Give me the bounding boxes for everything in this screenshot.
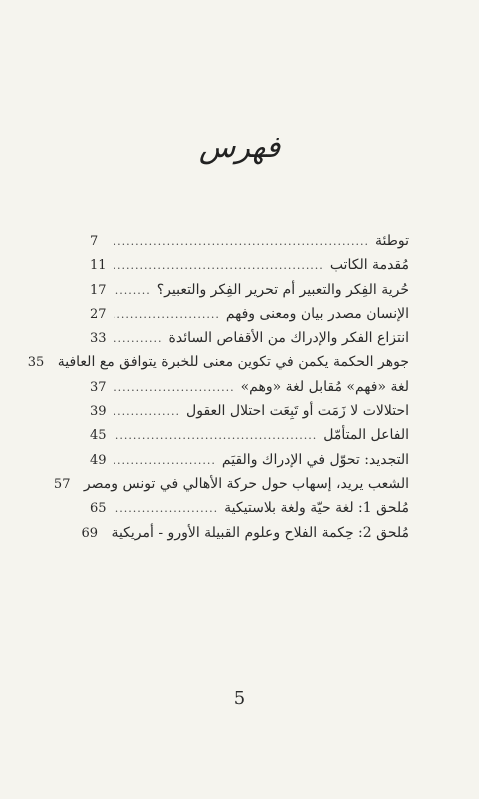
toc-entry [90, 257, 409, 281]
toc-entry-title: الفاعل المتأمّل [323, 427, 409, 444]
table-of-contents [27, 233, 409, 549]
toc-entry-page: 57 [53, 476, 71, 492]
toc-entry-title: جوهر الحكمة يكمن في تكوين معنى للخبرة يتوافق مع العافية [57, 354, 409, 371]
toc-entry [90, 282, 409, 306]
leader-dots [114, 405, 180, 418]
toc-entry [53, 475, 409, 500]
toc-entry-page: 65 [90, 501, 107, 517]
toc-entry-page: 69 [81, 525, 98, 541]
leader-dots [114, 454, 216, 467]
toc-entry [90, 500, 409, 524]
toc-entry-page: 33 [90, 331, 107, 347]
toc-entry-title: التجديد: تحوّل في الإدراك والقيَم [221, 451, 409, 468]
toc-entry-title: مُلحق 2: حِكمة الفلاح وعلوم القبيلة الأورو - أمريكية [111, 524, 409, 541]
leader-dots [114, 235, 369, 248]
toc-entry-page: 37 [90, 379, 107, 395]
toc-entry [90, 427, 409, 451]
toc-entry-title: حُرية الفِكر والتعبير أم تحرير الفِكر والتعبير؟ [156, 281, 409, 298]
toc-entry-title: مُقدمة الكاتب [329, 257, 409, 274]
toc-entry-title: الإنسان مصدر بيان ومعنى وفهم [225, 305, 409, 322]
page-number: 5 [233, 688, 246, 709]
toc-entry-page: 27 [90, 306, 107, 322]
toc-heading: فهرس [198, 130, 281, 165]
toc-entry [90, 379, 409, 403]
toc-entry-title: احتلالات لا زَمَت أو تَبِعَت احتلال العقول [186, 403, 409, 420]
toc-entry [90, 403, 409, 427]
toc-entry-page: 11 [90, 258, 107, 274]
toc-entry [90, 452, 409, 476]
leader-dots [114, 308, 220, 321]
toc-entry-title: لغة «فهم» مُقابل لغة «وهم» [240, 378, 409, 395]
toc-entry-page: 49 [90, 452, 107, 468]
toc-entry-page: 45 [90, 428, 107, 444]
toc-entry-page: 39 [90, 404, 107, 420]
leader-dots [114, 259, 324, 272]
leader-dots [114, 381, 235, 394]
toc-entry-page: 17 [90, 282, 107, 298]
toc-entry [90, 306, 409, 330]
toc-entry-title: توطئة [374, 233, 409, 249]
toc-entry-title: انتزاع الفكر والإدراك من الأقفاص السائدة [168, 330, 409, 347]
toc-entry-title: مُلحق 1: لغة حيّة ولغة بلاستيكية [224, 500, 409, 517]
leader-dots [114, 284, 151, 297]
toc-entry [90, 330, 409, 354]
toc-entry-page: 35 [27, 355, 45, 371]
toc-entry [90, 233, 409, 257]
toc-entry-title: الشعب يريد، إسهاب حول حركة الأهالي في تونس ومصر [83, 475, 409, 492]
leader-dots [114, 332, 163, 345]
leader-dots [114, 502, 218, 515]
toc-entry [81, 524, 409, 549]
toc-entry-page: 7 [90, 234, 99, 249]
toc-entry [27, 354, 409, 378]
leader-dots [114, 429, 317, 442]
